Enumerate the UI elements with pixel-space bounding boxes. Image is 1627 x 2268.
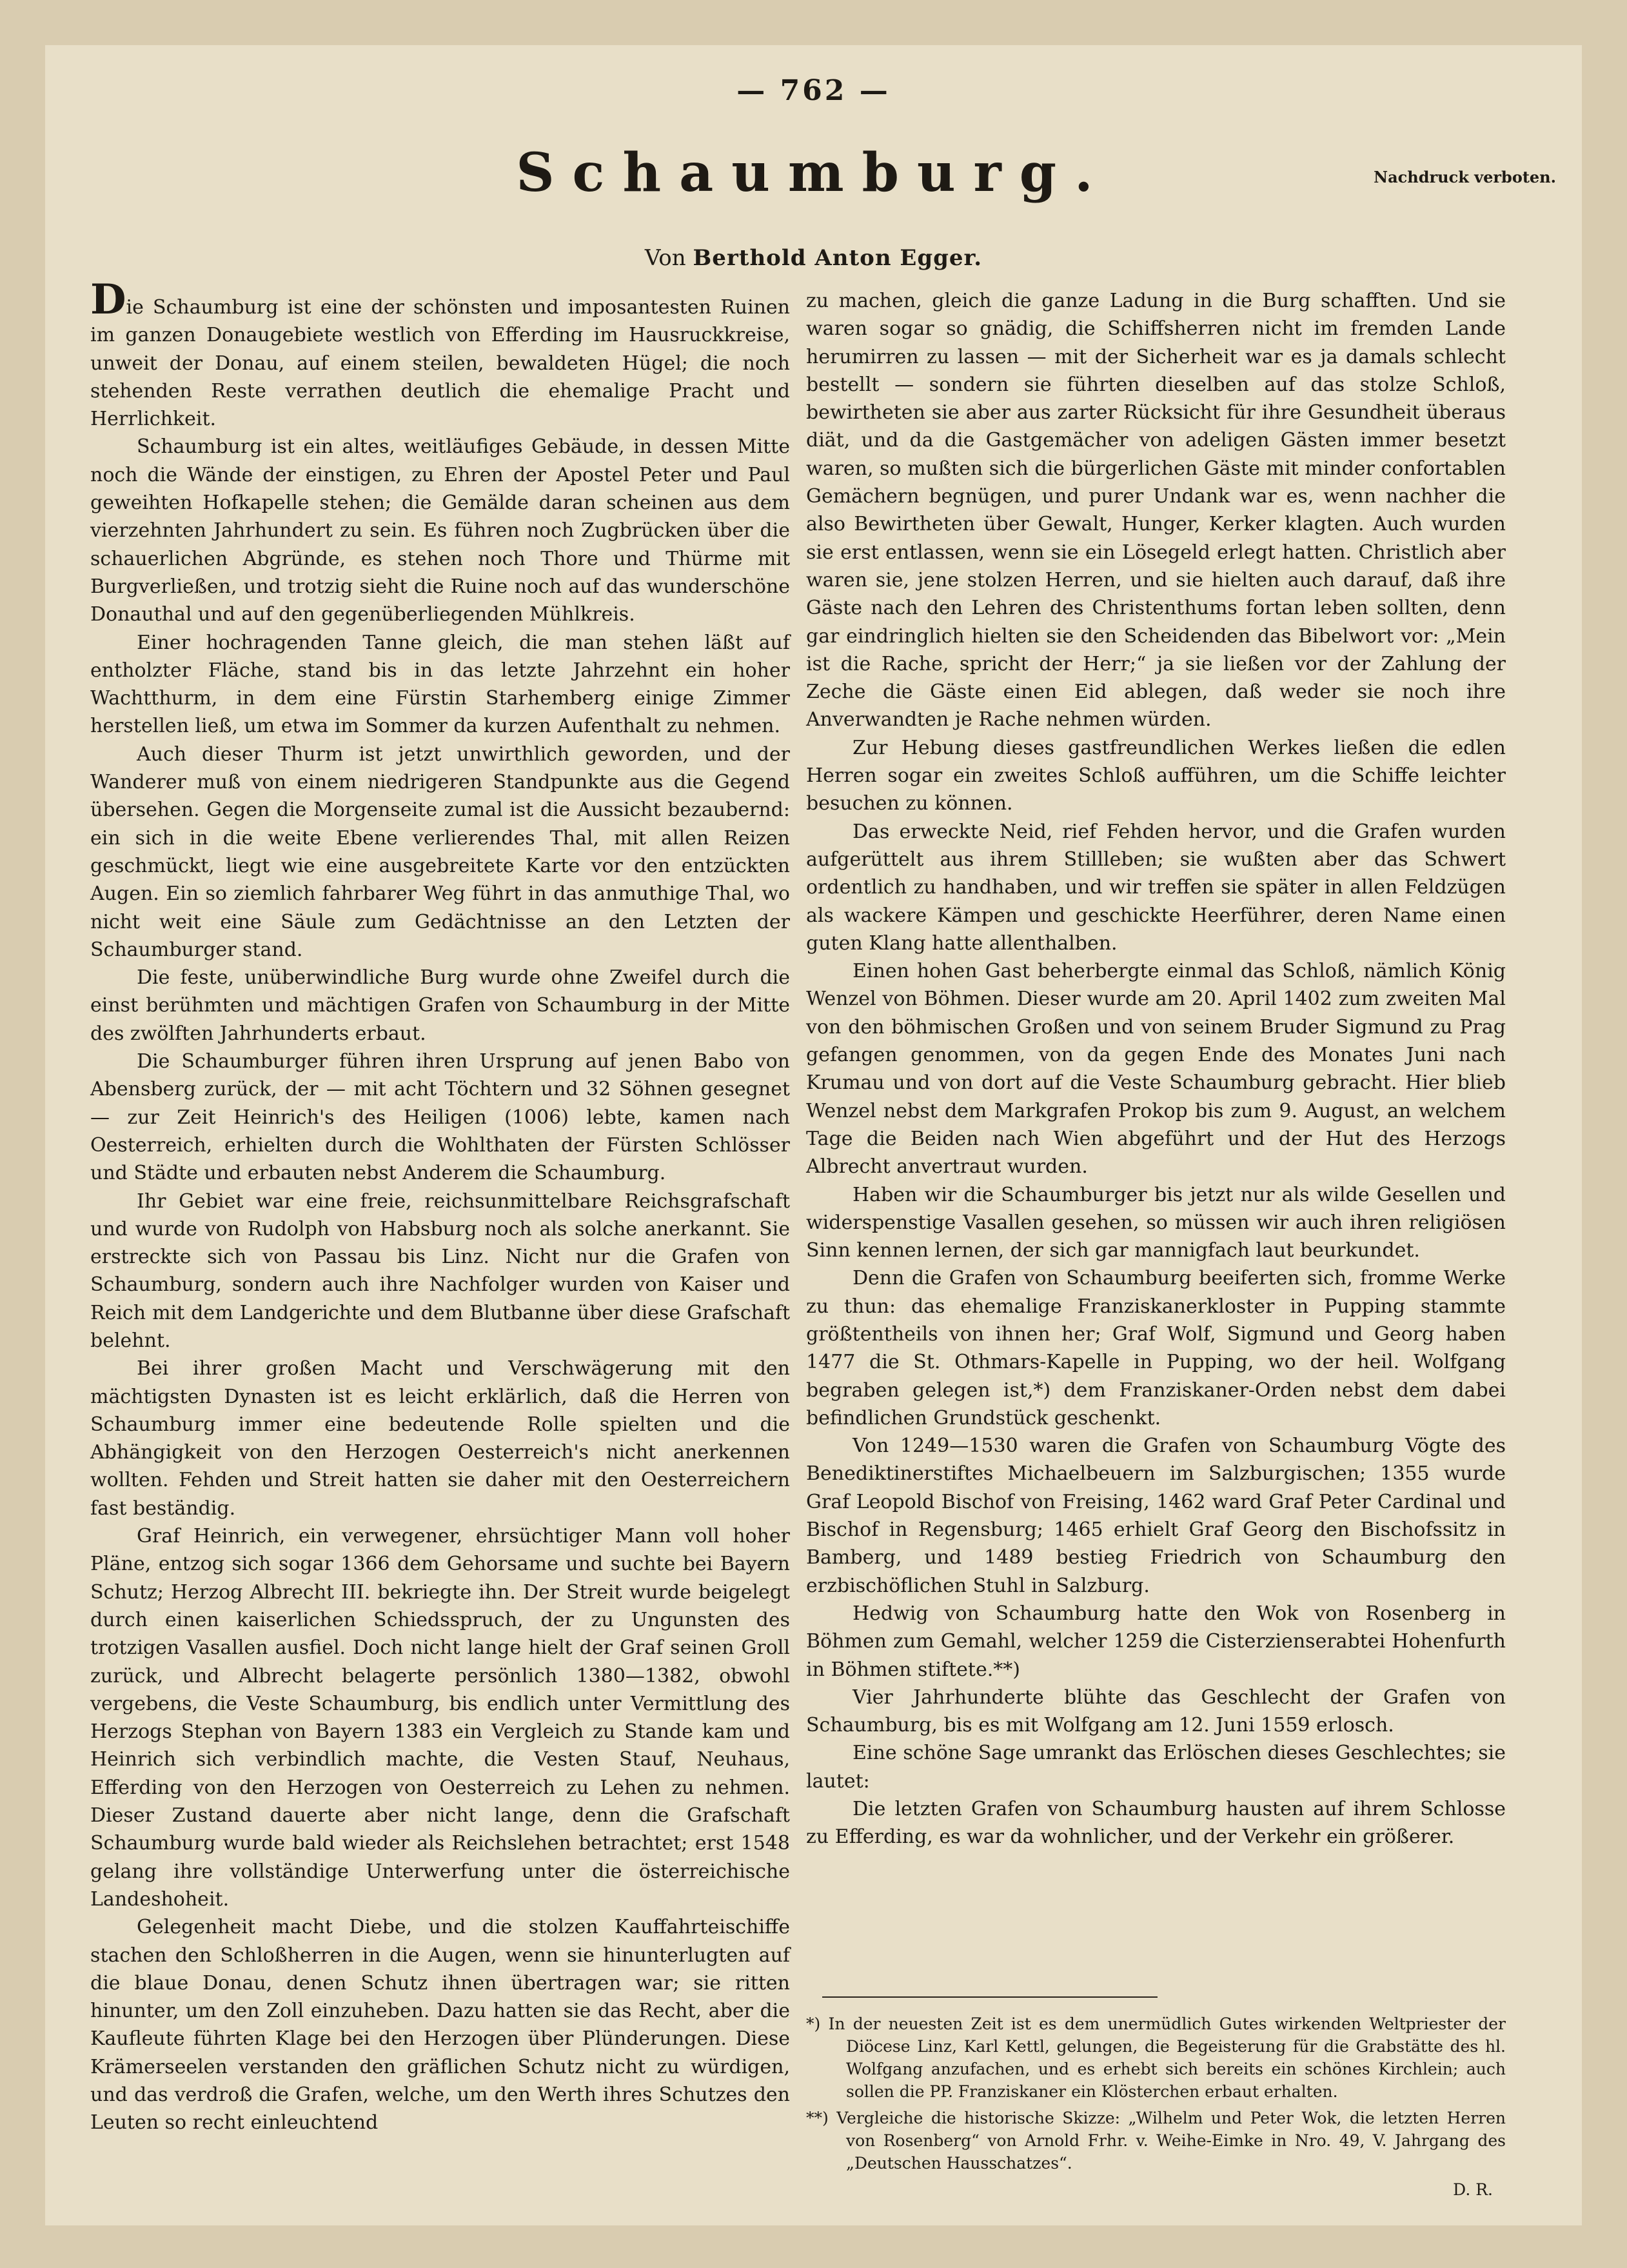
footnotes (806, 2013, 1506, 2201)
paragraph: Die Schaumburger führen ihren Ursprung auf jenen Babo von Abensberg zurück, der — mit acht Töchtern und 32 Söhnen gesegnet — zur Zeit Heinrich's des Heiligen (1006) lebte, kamen nach Oesterreich, erhielten durch die Wohlthaten der Fürsten Schlösser und Städte und erbauten nebst Anderem die Schaumburg. (90, 1050, 790, 1185)
article-title: Schaumburg. (516, 142, 1111, 204)
paragraph: Das erweckte Neid, rief Fehden hervor, und die Grafen wurden aufgerüttelt aus ihrem Stillleben; sie wußten aber das Schwert ordentlich zu handhaben, und wir treffen sie später in allen Feldzügen als wackere Kämpen und geschickte Heerführer, deren Name einen guten Klang hatte allenthalben. (806, 820, 1506, 955)
paragraph: Die letzten Grafen von Schaumburg hausten auf ihrem Schlosse zu Efferding, es war da wohnlicher, und der Verkehr ein größerer. (806, 1798, 1506, 1849)
paragraph: Haben wir die Schaumburger bis jetzt nur als wilde Gesellen und widerspenstige Vasallen gesehen, so müssen wir auch ihren religiösen Sinn kennen lernen, der sich gar mannigfach laut beurkundet. (806, 1183, 1506, 1262)
byline-author: Berthold Anton Egger. (693, 245, 983, 271)
paragraph: Schaumburg ist ein altes, weitläufiges Gebäude, in dessen Mitte noch die Wände der einstigen, zu Ehren der Apostel Peter und Paul geweihten Hofkapelle stehen; die Gemälde daran scheinen aus dem vierzehnten Jahrhundert zu sein. Es führen noch Zugbrücken über die schauerlichen Abgründe, es stehen noch Thore und Thürme mit Burgverließen, und trotzig sieht die Ruine noch auf das wunderschöne Donauthal und auf den gegenüberliegenden Mühlkreis. (90, 435, 790, 626)
paragraph: Auch dieser Thurm ist jetzt unwirthlich geworden, und der Wanderer muß von einem niedrigeren Standpunkte aus die Gegend übersehen. Gegen die Morgenseite zumal ist die Aussicht bezaubernd: ein sich in die weite Ebene verlierendes Thal, mit allen Reizen geschmückt, liegt wie eine ausgebreitete Karte vor den entzückten Augen. Ein so ziemlich fahrbarer Weg führt in das anmuthige Thal, wo nicht weit eine Säule zum Gedächtnisse an den Letzten der Schaumburger stand. (90, 742, 790, 961)
copyright-notice: Nachdruck verboten. (1374, 168, 1556, 186)
page-number: — 762 — (736, 74, 891, 107)
paragraph: Einen hohen Gast beherbergte einmal das Schloß, nämlich König Wenzel von Böhmen. Dieser wurde am 20. April 1402 zum zweiten Mal von den böhmischen Großen und von seinem Bruder Sigmund zu Prag gefangen genommen, von da gegen Ende des Monates Juni nach Krumau und von dort auf die Veste Schaumburg gebracht. Hier blieb Wenzel nebst dem Markgrafen Prokop bis zum 9. August, an welchem Tage die Beiden nach Wien abgeführt und der Hut des Herzogs Albrecht anvertraut wurden. (806, 960, 1506, 1179)
paragraph (90, 275, 790, 433)
byline (45, 245, 1582, 271)
newspaper-page (45, 45, 1582, 2225)
footnote: *) In der neuesten Zeit ist es dem unermüdlich Gutes wirkenden Weltpriester der Diöcese Linz, Karl Kettl, gelungen, die Begeisterung für die Grabstätte des hl. Wolfgang anzufachen, und es erhebt sich bereits ein schönes Kirchlein; auch sollen die PP. Franziskaner ein Klösterchen erbaut erhalten. (806, 2014, 1506, 2101)
footnote-signature: D. R. (1453, 2180, 1493, 2199)
footnote-divider (822, 1996, 1158, 1998)
footnote: **) Vergleiche die historische Skizze: „Wilhelm und Peter Wok, die letzten Herren von Rosenberg“ von Arnold Frhr. v. Weihe-Eimke in Nro. 49, V. Jahrgang des „Deutschen Hausschatzes“. (806, 2109, 1506, 2173)
drop-cap: D (90, 275, 126, 324)
left-column (90, 275, 790, 2137)
paragraph: Zur Hebung dieses gastfreundlichen Werkes ließen die edlen Herren sogar ein zweites Schloß aufführen, um die Schiffe leichter besuchen zu können. (806, 736, 1506, 815)
paragraph: zu machen, gleich die ganze Ladung in die Burg schafften. Und sie waren sogar so gnädig, die Schiffsherren nicht im fremden Lande herumirren zu lassen — mit der Sicherheit war es ja damals schlecht bestellt — sondern sie führten dieselben auf das stolze Schloß, bewirtheten sie aber aus zarter Rücksicht für ihre Gesundheit überaus diät, und da die Gastgemächer von adeligen Gästen immer besetzt waren, so mußten sich die bürgerlichen Gäste mit minder confortablen Gemächern begnügen, und purer Undank war es, wenn nachher die also Bewirtheten über Gewalt, Hunger, Kerker klagten. Auch wurden sie erst entlassen, wenn sie ein Lösegeld erlegt hatten. Christlich aber waren sie, jene stolzen Herren, und sie hielten auch darauf, daß ihre Gäste nach den Lehren des Christenthums fortan leben sollten, denn gar eindringlich hielten sie den Scheidenden das Bibelwort vor: „Mein ist die Rache, spricht der Herr;“ ja sie ließen vor der Zahlung der Zeche die Gäste einen Eid ablegen, daß weder sie noch ihre Anverwandten je Rache nehmen würden. (806, 290, 1506, 731)
paragraph: Die feste, unüberwindliche Burg wurde ohne Zweifel durch die einst berühmten und mächtigen Grafen von Schaumburg in der Mitte des zwölften Jahrhunderts erbaut. (90, 966, 790, 1045)
paragraph: Vier Jahrhunderte blühte das Geschlecht der Grafen von Schaumburg, bis es mit Wolfgang am 12. Juni 1559 erlosch. (806, 1686, 1506, 1737)
paragraph: Graf Heinrich, ein verwegener, ehrsüchtiger Mann voll hoher Pläne, entzog sich sogar 1366 dem Gehorsame und suchte bei Bayern Schutz; Herzog Albrecht III. bekriegte ihn. Der Streit wurde beigelegt durch einen kaiserlichen Schiedsspruch, der zu Ungunsten des trotzigen Vasallen ausfiel. Doch nicht lange hielt der Graf seinen Groll zurück, und Albrecht belagerte persönlich 1380—1382, obwohl vergebens, die Veste Schaumburg, bis endlich unter Vermittlung des Herzogs Stephan von Bayern 1383 ein Vergleich zu Stande kam und Heinrich sich verbindlich machte, die Vesten Stauf, Neuhaus, Efferding von den Herzogen von Oesterreich zu Lehen zu nehmen. Dieser Zustand dauerte aber nicht lange, denn die Grafschaft Schaumburg wurde bald wieder als Reichslehen betrachtet; erst 1548 gelang ihre vollständige Unterwerfung unter die österreichische Landeshoheit. (90, 1525, 790, 1911)
paragraph-text: ie Schaumburg ist eine der schönsten und imposantesten Ruinen im ganzen Donaugebiete westlich von Efferding im Hausruckkreise, unweit der Donau, auf einem steilen, bewaldeten Hügel; die noch stehenden Reste verrathen deutlich die ehemalige Pracht und Herrlichkeit. (90, 296, 790, 431)
paragraph: Eine schöne Sage umrankt das Erlöschen dieses Geschlechtes; sie lautet: (806, 1742, 1506, 1793)
paragraph: Gelegenheit macht Diebe, und die stolzen Kauffahrteischiffe stachen den Schloßherren in die Augen, wenn sie hinunterlugten auf die blaue Donau, denen Schutz ihnen übertragen war; sie ritten hinunter, um den Zoll einzuheben. Dazu hatten sie das Recht, aber die Kaufleute führten Klage bei den Herzogen über Plünderungen. Diese Krämerseelen verstanden den gräflichen Schutz nicht zu würdigen, und das verdroß die Grafen, welche, um den Werth ihres Schutzes den Leuten so recht einleuchtend (90, 1916, 790, 2134)
paragraph: Einer hochragenden Tanne gleich, die man stehen läßt auf entholzter Fläche, stand bis in das letzte Jahrzehnt ein hoher Wachtthurm, in dem eine Fürstin Starhemberg einige Zimmer herstellen ließ, um etwa im Sommer da kurzen Aufenthalt zu nehmen. (90, 631, 790, 738)
paragraph: Bei ihrer großen Macht und Verschwägerung mit den mächtigsten Dynasten ist es leicht erklärlich, daß die Herren von Schaumburg immer eine bedeutende Rolle spielten und die Abhängigkeit von den Herzogen Oesterreich's nicht anerkennen wollten. Fehden und Streit hatten sie daher mit den Oesterreichern fast beständig. (90, 1357, 790, 1520)
paragraph: Denn die Grafen von Schaumburg beeiferten sich, fromme Werke zu thun: das ehemalige Franziskanerkloster in Pupping stammte größtentheils von ihnen her; Graf Wolf, Sigmund und Georg haben 1477 die St. Othmars-Kapelle in Pupping, wo der heil. Wolfgang begraben gelegen ist,*) dem Franziskaner-Orden nebst dem dabei befindlichen Grundstück geschenkt. (806, 1267, 1506, 1429)
right-column (806, 287, 1506, 1851)
paragraph: Ihr Gebiet war eine freie, reichsunmittelbare Reichsgrafschaft und wurde von Rudolph von Habsburg noch als solche anerkannt. Sie erstreckte sich von Passau bis Linz. Nicht nur die Grafen von Schaumburg, sondern auch ihre Nachfolger wurden von Kaiser und Reich mit dem Landgerichte und dem Blutbanne über diese Grafschaft belehnt. (90, 1189, 790, 1352)
paragraph: Hedwig von Schaumburg hatte den Wok von Rosenberg in Böhmen zum Gemahl, welcher 1259 die Cisterzienserabtei Hohenfurth in Böhmen stiftete.**) (806, 1602, 1506, 1681)
paragraph: Von 1249—1530 waren die Grafen von Schaumburg Vögte des Benediktinerstiftes Michaelbeuern im Salzburgischen; 1355 wurde Graf Leopold Bischof von Freising, 1462 ward Graf Peter Cardinal und Bischof in Regensburg; 1465 erhielt Graf Georg den Bischofssitz in Bamberg, und 1489 bestieg Friedrich von Schaumburg den erzbischöflichen Stuhl in Salzburg. (806, 1435, 1506, 1597)
byline-prefix: Von (644, 245, 686, 271)
